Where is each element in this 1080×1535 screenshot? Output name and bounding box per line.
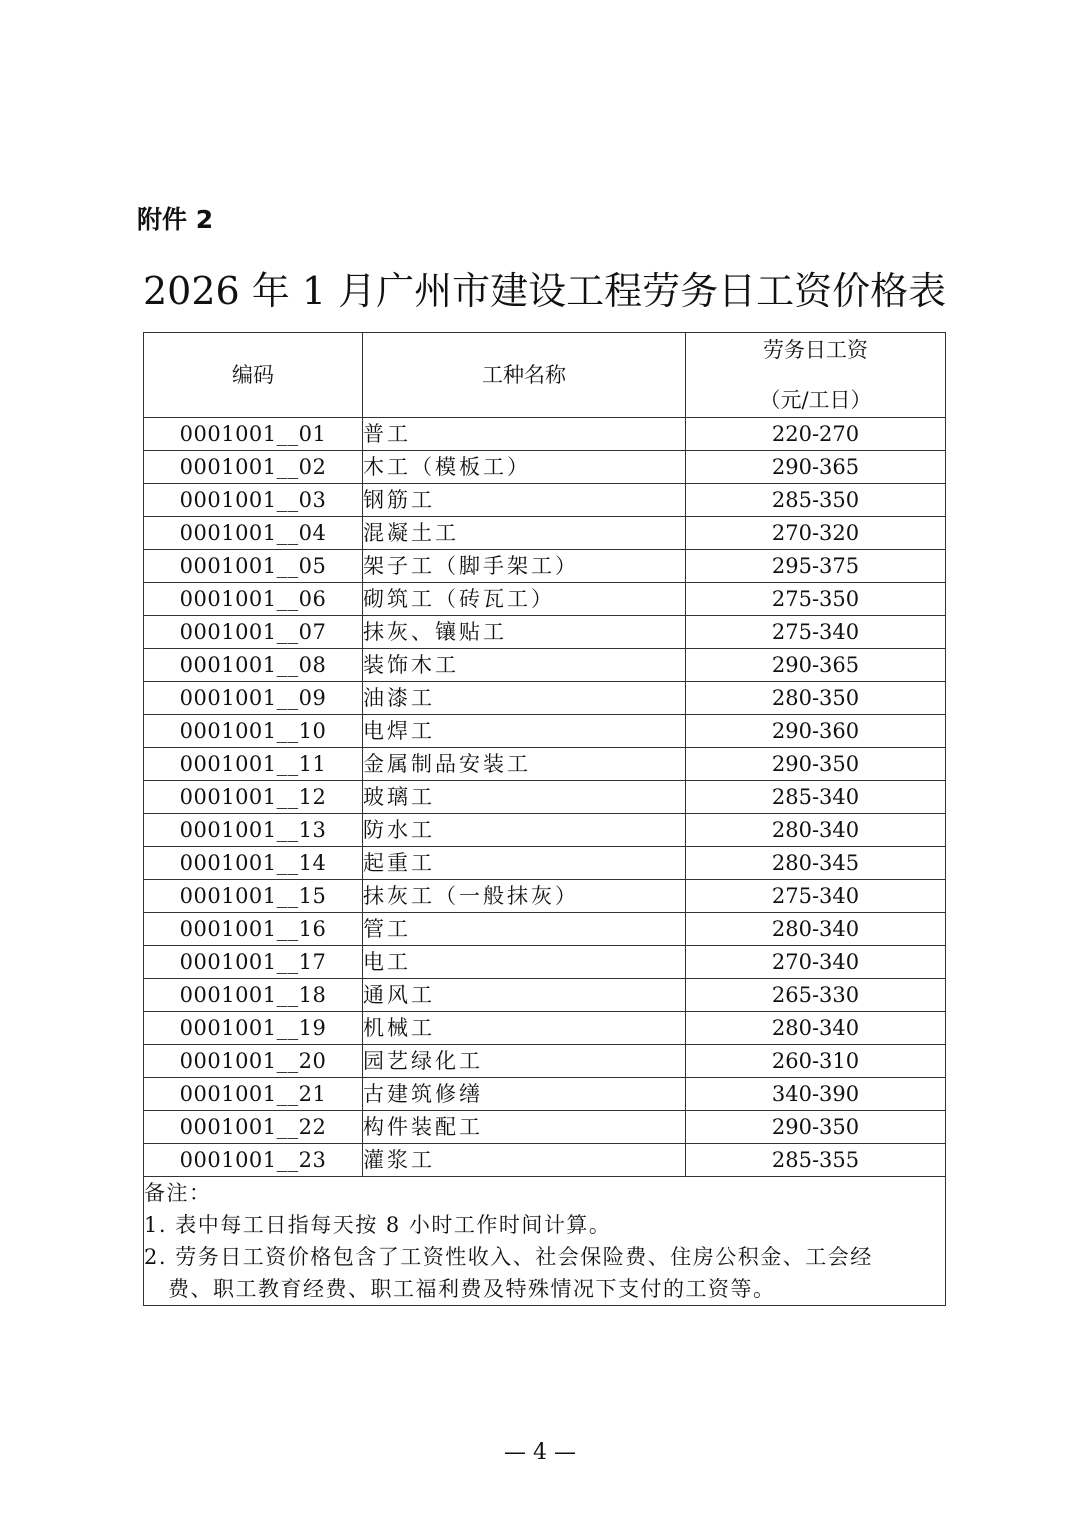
header-code: 编码 — [144, 333, 363, 418]
header-wage-label: 劳务日工资 — [763, 338, 868, 362]
row-job-name: 架子工（脚手架工） — [363, 550, 686, 583]
row-job-name: 抹灰、镶贴工 — [363, 616, 686, 649]
row-wage: 275-340 — [686, 880, 946, 913]
row-job-name: 电焊工 — [363, 715, 686, 748]
table-row — [144, 1111, 946, 1144]
table-row — [144, 517, 946, 550]
row-code: 0001001__05 — [144, 550, 363, 583]
row-code: 0001001__08 — [144, 649, 363, 682]
row-code: 0001001__12 — [144, 781, 363, 814]
table-row — [144, 946, 946, 979]
row-wage: 220-270 — [686, 418, 946, 451]
row-code: 0001001__01 — [144, 418, 363, 451]
row-job-name: 灌浆工 — [363, 1144, 686, 1177]
row-job-name: 防水工 — [363, 814, 686, 847]
row-code: 0001001__16 — [144, 913, 363, 946]
row-job-name: 古建筑修缮 — [363, 1078, 686, 1111]
row-job-name: 起重工 — [363, 847, 686, 880]
row-job-name: 混凝土工 — [363, 517, 686, 550]
row-job-name: 钢筋工 — [363, 484, 686, 517]
table-row — [144, 913, 946, 946]
row-code: 0001001__03 — [144, 484, 363, 517]
row-code: 0001001__23 — [144, 1144, 363, 1177]
row-wage: 260-310 — [686, 1045, 946, 1078]
row-wage: 280-340 — [686, 814, 946, 847]
row-code: 0001001__19 — [144, 1012, 363, 1045]
row-code: 0001001__14 — [144, 847, 363, 880]
row-wage: 285-350 — [686, 484, 946, 517]
row-code: 0001001__02 — [144, 451, 363, 484]
table-row — [144, 550, 946, 583]
header-wage-unit: （元/工日） — [759, 388, 872, 412]
row-code: 0001001__07 — [144, 616, 363, 649]
row-wage: 290-350 — [686, 748, 946, 781]
row-job-name: 通风工 — [363, 979, 686, 1012]
row-wage: 280-345 — [686, 847, 946, 880]
table-row — [144, 682, 946, 715]
notes-row — [144, 1177, 946, 1306]
table-row — [144, 847, 946, 880]
table-row — [144, 616, 946, 649]
header-wage — [686, 333, 946, 418]
attachment-label: 附件 2 — [137, 205, 214, 234]
note-2-line-1: 2. 劳务日工资价格包含了工资性收入、社会保险费、住房公积金、工会经 — [144, 1245, 873, 1269]
row-wage: 285-340 — [686, 781, 946, 814]
row-wage: 280-340 — [686, 1012, 946, 1045]
row-job-name: 砌筑工（砖瓦工） — [363, 583, 686, 616]
row-code: 0001001__10 — [144, 715, 363, 748]
row-code: 0001001__04 — [144, 517, 363, 550]
row-wage: 285-355 — [686, 1144, 946, 1177]
row-job-name: 管工 — [363, 913, 686, 946]
row-code: 0001001__18 — [144, 979, 363, 1012]
document-title: 2026 年 1 月广州市建设工程劳务日工资价格表 — [143, 269, 947, 313]
row-code: 0001001__09 — [144, 682, 363, 715]
notes-cell — [144, 1177, 946, 1306]
table-row — [144, 1078, 946, 1111]
row-job-name: 玻璃工 — [363, 781, 686, 814]
row-wage: 265-330 — [686, 979, 946, 1012]
row-wage: 270-340 — [686, 946, 946, 979]
table-row — [144, 880, 946, 913]
row-job-name: 园艺绿化工 — [363, 1045, 686, 1078]
row-job-name: 抹灰工（一般抹灰） — [363, 880, 686, 913]
header-name: 工种名称 — [363, 333, 686, 418]
row-wage: 270-320 — [686, 517, 946, 550]
table-row — [144, 583, 946, 616]
row-wage: 275-340 — [686, 616, 946, 649]
table-row — [144, 1045, 946, 1078]
row-code: 0001001__11 — [144, 748, 363, 781]
row-wage: 290-365 — [686, 451, 946, 484]
row-job-name: 机械工 — [363, 1012, 686, 1045]
table-row — [144, 715, 946, 748]
row-wage: 290-360 — [686, 715, 946, 748]
row-wage: 290-350 — [686, 1111, 946, 1144]
row-code: 0001001__21 — [144, 1078, 363, 1111]
row-code: 0001001__22 — [144, 1111, 363, 1144]
table-row — [144, 484, 946, 517]
table-row — [144, 451, 946, 484]
table-row — [144, 1144, 946, 1177]
row-code: 0001001__06 — [144, 583, 363, 616]
row-job-name: 木工（模板工） — [363, 451, 686, 484]
wage-table — [143, 332, 946, 1306]
table-row — [144, 649, 946, 682]
note-1: 1. 表中每工日指每天按 8 小时工作时间计算。 — [144, 1213, 612, 1237]
note-2-line-2: 费、职工教育经费、职工福利费及特殊情况下支付的工资等。 — [168, 1277, 776, 1301]
row-wage: 340-390 — [686, 1078, 946, 1111]
page-number: — 4 — — [504, 1440, 576, 1465]
row-job-name: 油漆工 — [363, 682, 686, 715]
table-row — [144, 781, 946, 814]
row-job-name: 装饰木工 — [363, 649, 686, 682]
row-code: 0001001__15 — [144, 880, 363, 913]
table-row — [144, 418, 946, 451]
table-header-row — [144, 333, 946, 418]
table-body — [144, 418, 946, 1177]
row-code: 0001001__13 — [144, 814, 363, 847]
row-wage: 275-350 — [686, 583, 946, 616]
row-job-name: 电工 — [363, 946, 686, 979]
row-wage: 295-375 — [686, 550, 946, 583]
table-row — [144, 814, 946, 847]
row-code: 0001001__20 — [144, 1045, 363, 1078]
table-row — [144, 979, 946, 1012]
table-row — [144, 748, 946, 781]
row-job-name: 金属制品安装工 — [363, 748, 686, 781]
notes-heading: 备注： — [144, 1181, 212, 1205]
row-code: 0001001__17 — [144, 946, 363, 979]
row-job-name: 构件装配工 — [363, 1111, 686, 1144]
row-wage: 280-340 — [686, 913, 946, 946]
row-wage: 290-365 — [686, 649, 946, 682]
table-row — [144, 1012, 946, 1045]
row-job-name: 普工 — [363, 418, 686, 451]
row-wage: 280-350 — [686, 682, 946, 715]
